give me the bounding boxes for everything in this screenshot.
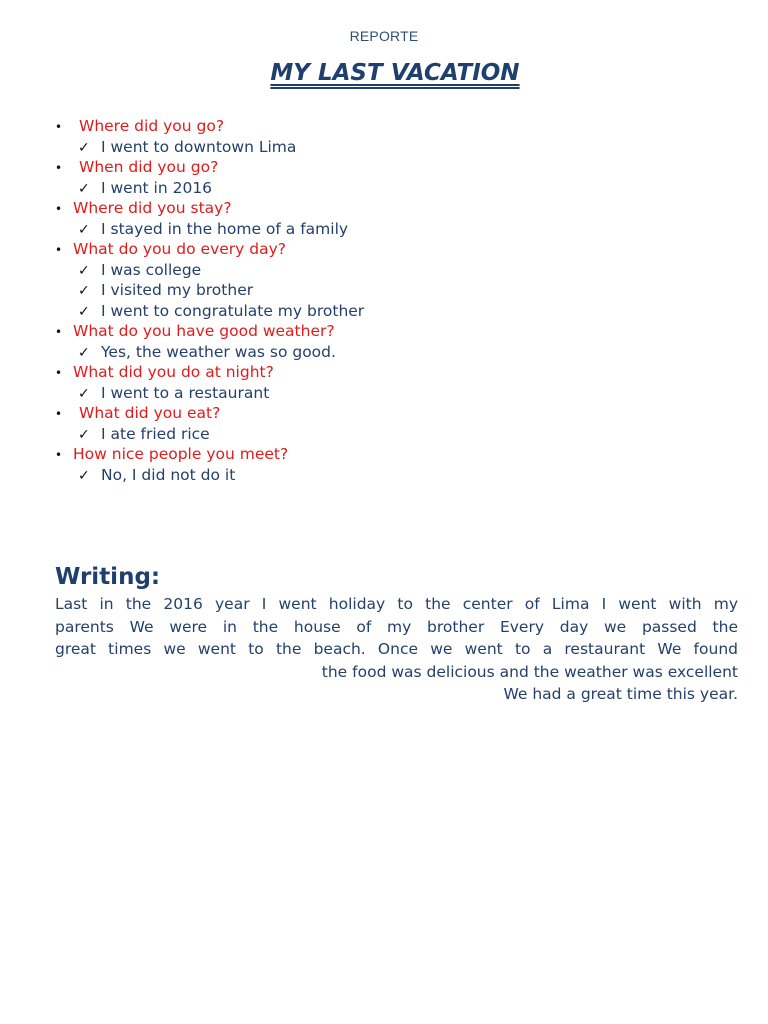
answer-row xyxy=(53,220,753,241)
question-text: What did you eat? xyxy=(79,404,221,422)
question-answer-list xyxy=(53,117,753,486)
question-row xyxy=(53,158,753,179)
bullet-icon: • xyxy=(55,161,63,175)
bullet-icon: • xyxy=(55,202,63,216)
checkmark-icon: ✓ xyxy=(78,385,90,402)
answer-row xyxy=(53,138,753,159)
checkmark-icon: ✓ xyxy=(78,221,90,238)
qa-item xyxy=(53,240,753,322)
question-text: What do you have good weather? xyxy=(73,322,335,340)
answer-text: I stayed in the home of a family xyxy=(101,219,349,238)
answer-row xyxy=(53,281,753,302)
checkmark-icon: ✓ xyxy=(78,139,90,156)
answer-text: I ate fried rice xyxy=(101,424,210,443)
writing-line: We had a great time this year. xyxy=(503,685,738,703)
question-text: Where did you go? xyxy=(79,117,225,135)
writing-heading: Writing: xyxy=(55,564,161,590)
answer-text: I was college xyxy=(101,260,202,279)
checkmark-icon: ✓ xyxy=(78,467,90,484)
writing-line: the food was delicious and the weather was excellent xyxy=(321,662,738,681)
bullet-icon: • xyxy=(55,407,63,421)
answer-text: No, I did not do it xyxy=(101,465,236,484)
question-text: What did you do at night? xyxy=(73,363,274,381)
answer-text: Yes, the weather was so good. xyxy=(101,342,336,361)
checkmark-icon: ✓ xyxy=(78,344,90,361)
answer-text: I went in 2016 xyxy=(101,178,213,197)
qa-item xyxy=(53,199,753,240)
writing-paragraph xyxy=(55,593,738,706)
question-text: What do you do every day? xyxy=(73,240,287,258)
bullet-icon: • xyxy=(55,448,63,462)
answer-row xyxy=(53,179,753,200)
question-row xyxy=(53,322,753,343)
answer-row xyxy=(53,302,753,323)
document-title: MY LAST VACATION xyxy=(270,60,520,86)
answer-row xyxy=(53,343,753,364)
writing-line: parents We were in the house of my brother Every day we passed the xyxy=(55,617,738,636)
qa-item xyxy=(53,445,753,486)
qa-item xyxy=(53,117,753,158)
qa-item xyxy=(53,363,753,404)
question-row xyxy=(53,117,753,138)
report-label: REPORTE xyxy=(349,28,419,44)
writing-line: Last in the 2016 year I went holiday to the center of Lima I went with my xyxy=(55,595,738,613)
bullet-icon: • xyxy=(55,243,63,257)
answer-text: I went to downtown Lima xyxy=(101,137,297,156)
answer-text: I went to congratulate my brother xyxy=(101,301,365,320)
answer-row xyxy=(53,425,753,446)
writing-line: great times we went to the beach. Once we went to a restaurant We found xyxy=(55,640,738,658)
answer-row xyxy=(53,261,753,282)
answer-text: I visited my brother xyxy=(101,281,254,299)
qa-item xyxy=(53,322,753,363)
checkmark-icon: ✓ xyxy=(78,303,90,320)
checkmark-icon: ✓ xyxy=(78,262,90,279)
question-text: When did you go? xyxy=(79,158,219,176)
answer-row xyxy=(53,384,753,405)
question-row xyxy=(53,240,753,261)
question-text: How nice people you meet? xyxy=(73,445,289,463)
question-row xyxy=(53,445,753,466)
checkmark-icon: ✓ xyxy=(78,283,90,299)
checkmark-icon: ✓ xyxy=(78,426,90,443)
checkmark-icon: ✓ xyxy=(78,180,90,197)
question-text: Where did you stay? xyxy=(73,199,232,217)
bullet-icon: • xyxy=(55,366,63,380)
qa-item xyxy=(53,404,753,445)
question-row xyxy=(53,404,753,425)
question-row xyxy=(53,199,753,220)
bullet-icon: • xyxy=(55,325,63,339)
answer-text: I went to a restaurant xyxy=(101,383,270,402)
bullet-icon: • xyxy=(55,120,63,134)
question-row xyxy=(53,363,753,384)
qa-item xyxy=(53,158,753,199)
answer-row xyxy=(53,466,753,487)
